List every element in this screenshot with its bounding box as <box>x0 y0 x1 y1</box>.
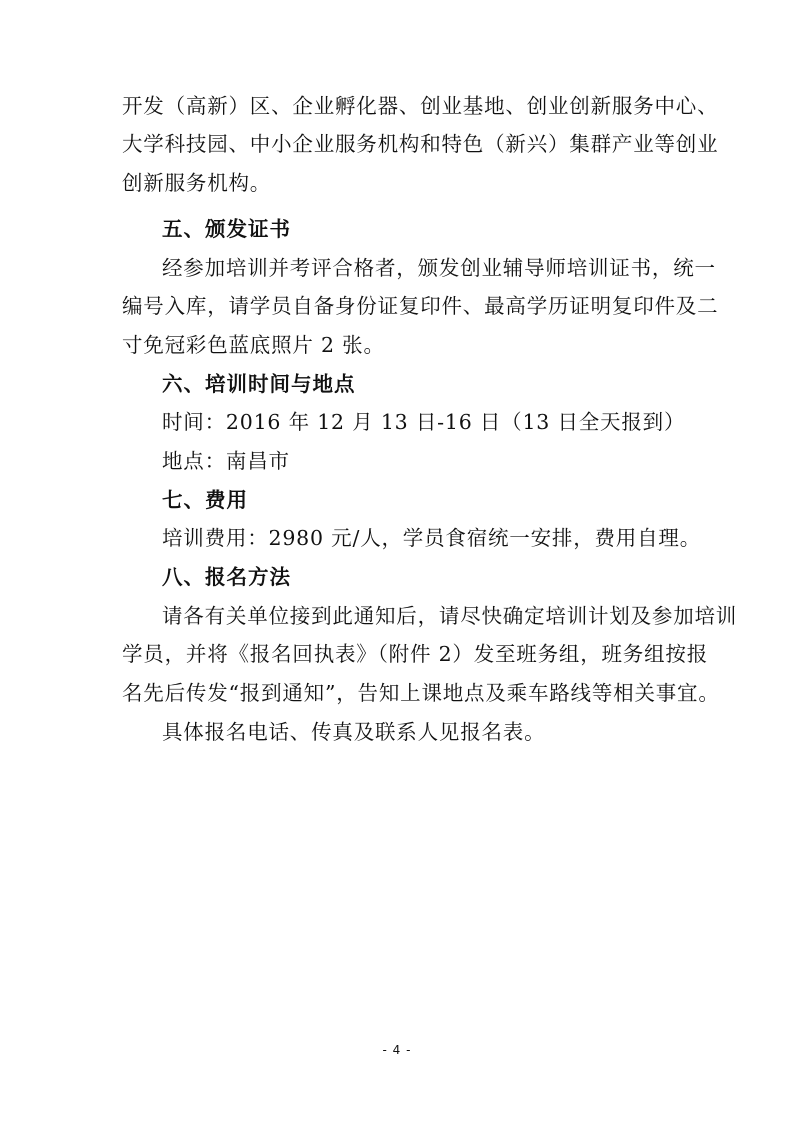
paragraph-line: 名先后传发“报到通知”，告知上课地点及乘车路线等相关事宜。 <box>122 681 720 705</box>
training-fee: 培训费用：2980 元/人，学员食宿统一安排，费用自理。 <box>162 526 701 550</box>
page-number: - 4 - <box>382 1043 412 1057</box>
section-heading-7: 七、费用 <box>162 488 248 512</box>
section-heading-5: 五、颁发证书 <box>162 217 291 241</box>
paragraph-line: 学员，并将《报名回执表》（附件 2）发至班务组，班务组按报 <box>122 642 709 666</box>
paragraph-line: 经参加培训并考评合格者，颁发创业辅导师培训证书，统一 <box>162 256 716 280</box>
section-heading-6: 六、培训时间与地点 <box>162 372 356 396</box>
paragraph-line: 大学科技园、中小企业服务机构和特色（新兴）集群产业等创业 <box>122 132 719 156</box>
paragraph-line: 具体报名电话、传真及联系人见报名表。 <box>162 720 546 744</box>
paragraph-line: 创新服务机构。 <box>122 171 272 195</box>
training-place: 地点：南昌市 <box>162 449 290 473</box>
paragraph-line: 开发（高新）区、企业孵化器、创业基地、创业创新服务中心、 <box>122 94 719 118</box>
paragraph-line: 寸免冠彩色蓝底照片 2 张。 <box>122 333 385 357</box>
paragraph-line: 编号入库，请学员自备身份证复印件、最高学历证明复印件及二 <box>122 294 719 318</box>
section-heading-8: 八、报名方法 <box>162 565 291 589</box>
training-time: 时间：2016 年 12 月 13 日-16 日（13 日全天报到） <box>162 410 686 434</box>
paragraph-line: 请各有关单位接到此通知后，请尽快确定培训计划及参加培训 <box>162 604 738 628</box>
